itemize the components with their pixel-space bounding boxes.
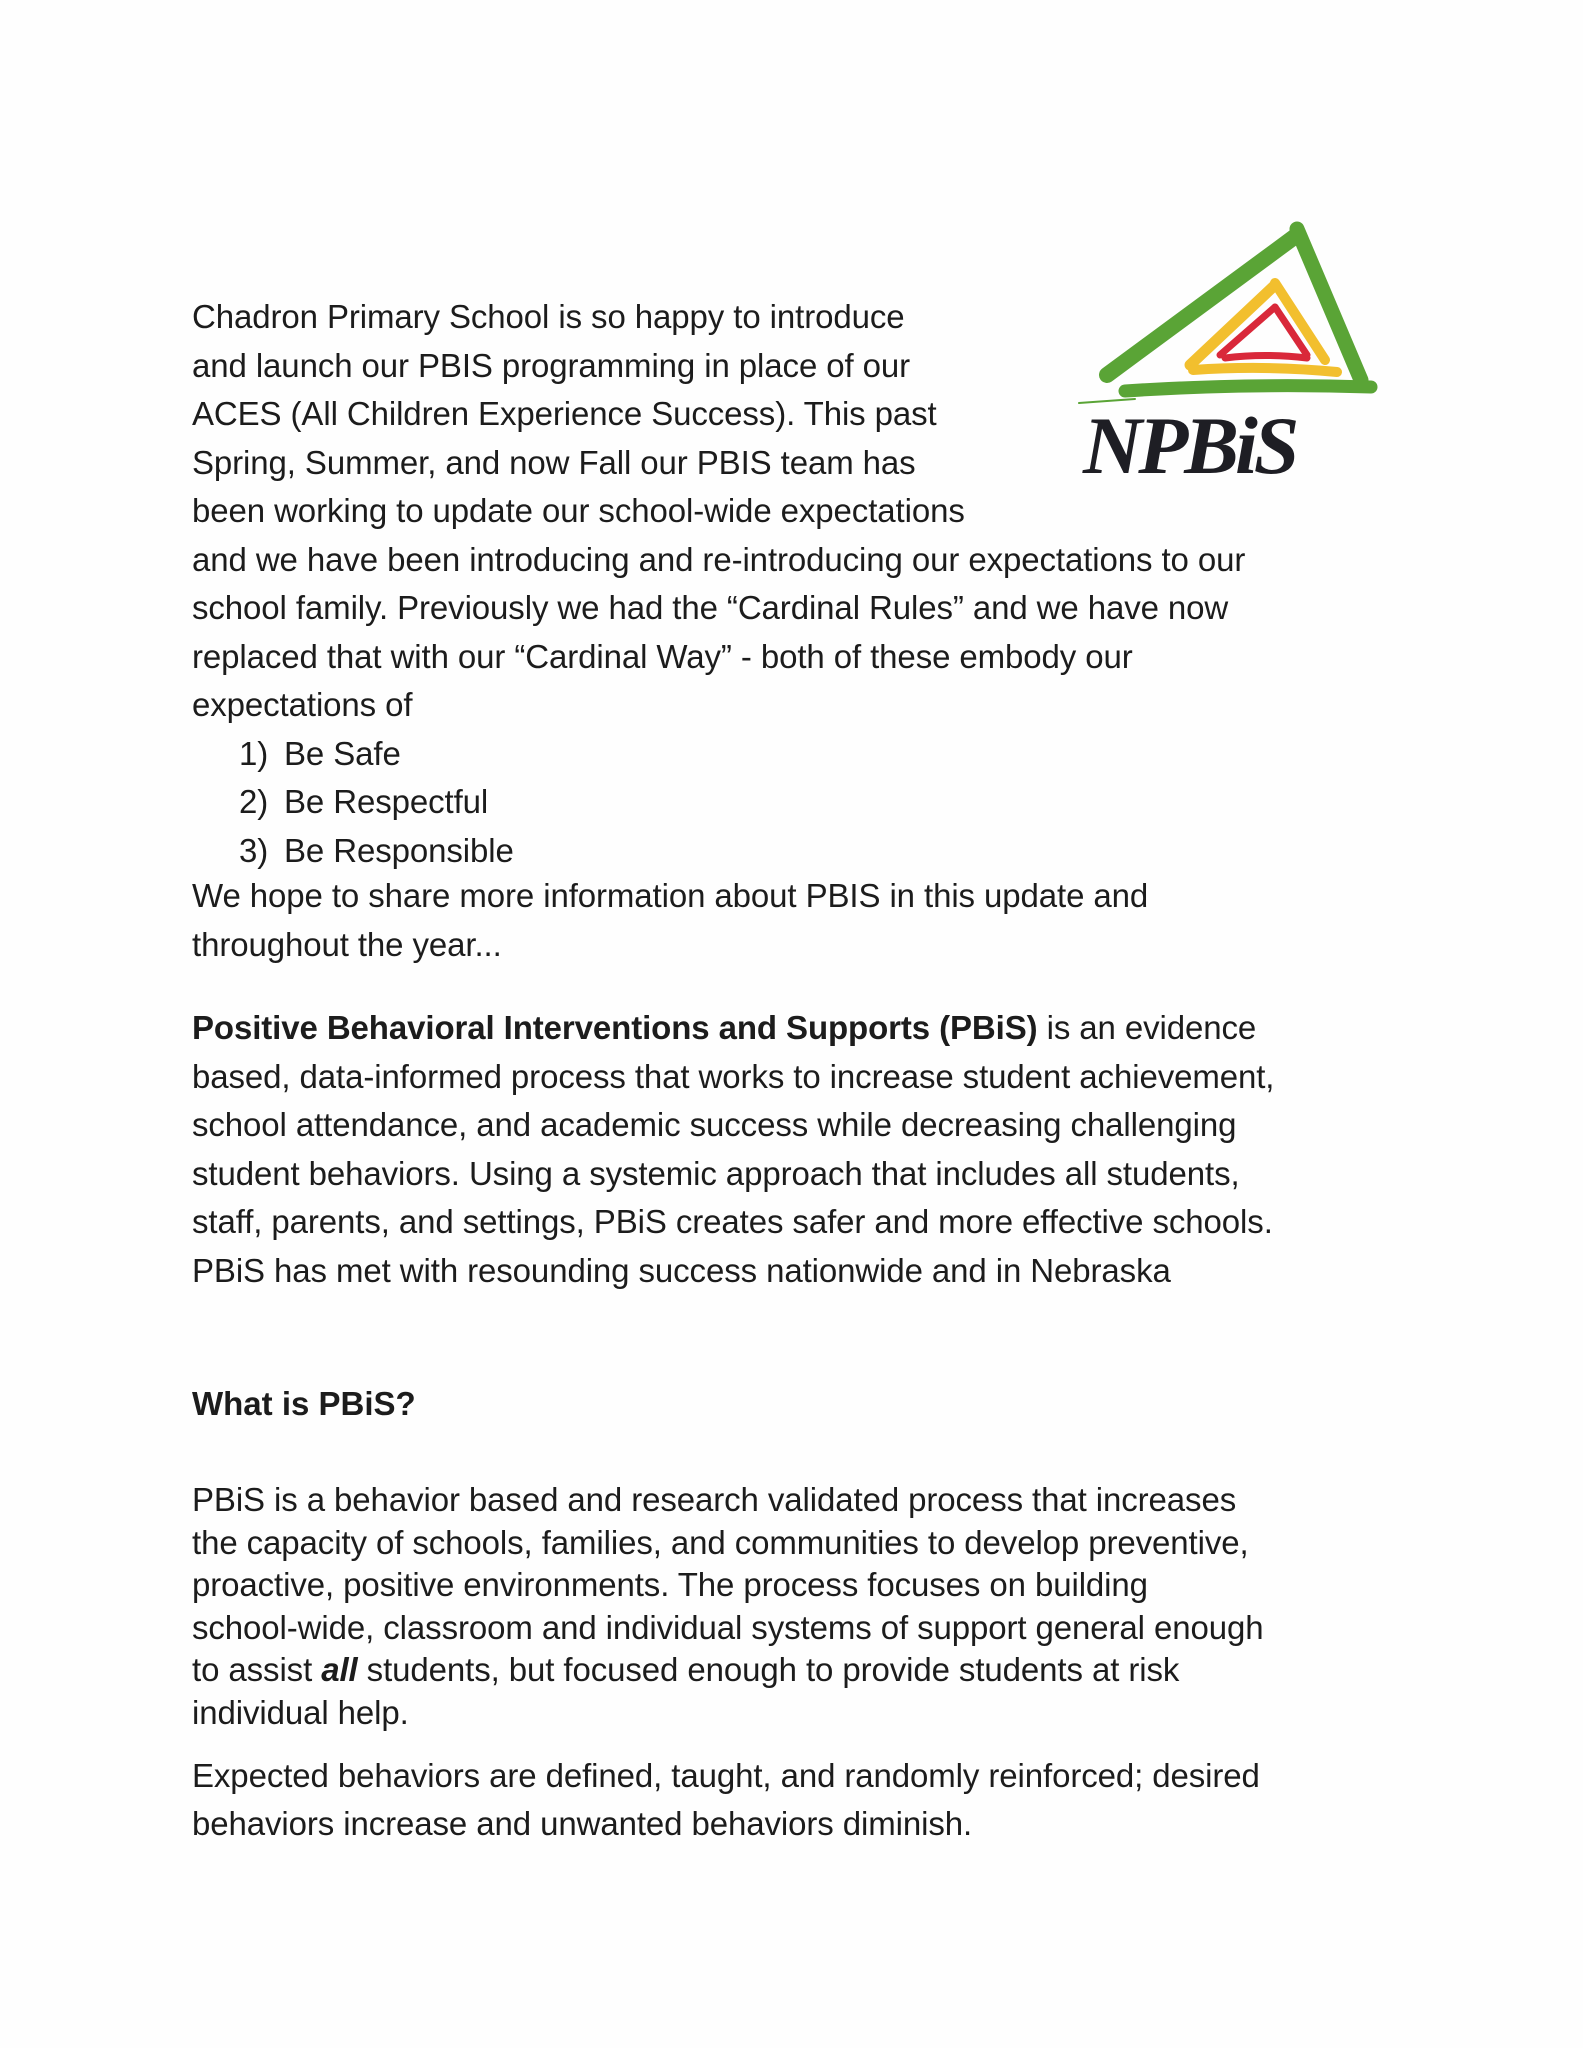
closing-line: We hope to share more information about PBIS in this update and — [192, 877, 1149, 914]
intro-line: and we have been introducing and re-introducing our expectations to our — [192, 540, 1246, 578]
intro-line: Chadron Primary School is so happy to introduce — [192, 298, 905, 335]
definition-line: student behaviors. Using a systemic approach that includes all students, — [192, 1154, 1240, 1192]
intro-line: ACES (All Children Experience Success). This past — [192, 395, 937, 432]
logo-text: NPBiS — [1083, 400, 1296, 485]
definition-line: school attendance, and academic success while decreasing challenging — [192, 1106, 1237, 1143]
intro-line: Spring, Summer, and now Fall our PBIS team has — [192, 443, 916, 481]
closing-paragraph — [192, 872, 1148, 969]
what-is-paragraph — [192, 1479, 1264, 1734]
definition-line — [192, 1004, 1274, 1053]
expectation-item — [192, 730, 1245, 779]
what-is-line: school-wide, classroom and individual systems of support general enough — [192, 1608, 1264, 1646]
line-part: students, but focused enough to provide students at risk — [357, 1651, 1180, 1688]
what-is-line: the capacity of schools, families, and communities to develop preventive, — [192, 1523, 1249, 1561]
definition-term: Positive Behavioral Interventions and Supports (PBiS) — [192, 1009, 1038, 1046]
definition-paragraph — [192, 1004, 1274, 1295]
definition-line: based, data-informed process that works to increase student achievement, — [192, 1057, 1275, 1095]
expected-line: Expected behaviors are defined, taught, and randomly reinforced; desired — [192, 1757, 1260, 1794]
emphasis-all: all — [321, 1651, 358, 1688]
intro-line: been working to update our school-wide expectations — [192, 492, 965, 529]
what-is-line: PBiS is a behavior based and research validated process that increases — [192, 1481, 1237, 1518]
expectation-number: 2) — [239, 783, 269, 820]
expectations-list — [192, 730, 1245, 876]
expected-line: behaviors increase and unwanted behaviors diminish. — [192, 1805, 973, 1842]
what-is-line: individual help. — [192, 1693, 409, 1731]
section-heading: What is PBiS? — [192, 1385, 416, 1422]
expectation-label: Be Respectful — [284, 783, 489, 820]
expected-behaviors-paragraph — [192, 1752, 1260, 1848]
definition-first-line-rest: is an evidence — [1037, 1009, 1257, 1046]
expectation-item — [192, 778, 1245, 827]
what-is-line — [192, 1649, 1264, 1692]
expectation-label: Be Responsible — [284, 831, 514, 869]
expectation-number: 1) — [239, 734, 269, 772]
definition-line: PBiS has met with resounding success nationwide and in Nebraska — [192, 1251, 1171, 1289]
definition-line: staff, parents, and settings, PBiS creates safer and more effective schools. — [192, 1203, 1273, 1240]
what-is-line: proactive, positive environments. The process focuses on building — [192, 1566, 1148, 1603]
expectation-label: Be Safe — [284, 734, 401, 772]
expectation-item — [192, 827, 1245, 876]
expectation-number: 3) — [239, 831, 269, 869]
closing-line: throughout the year... — [192, 925, 502, 963]
intro-line: school family. Previously we had the “Cardinal Rules” and we have now — [192, 589, 1229, 626]
intro-line: expectations of — [192, 686, 413, 723]
intro-line: replaced that with our “Cardinal Way” - both of these embody our — [192, 637, 1133, 675]
line-part: to assist — [192, 1651, 322, 1688]
intro-line: and launch our PBIS programming in place of our — [192, 346, 911, 384]
intro-paragraph — [192, 293, 1245, 875]
